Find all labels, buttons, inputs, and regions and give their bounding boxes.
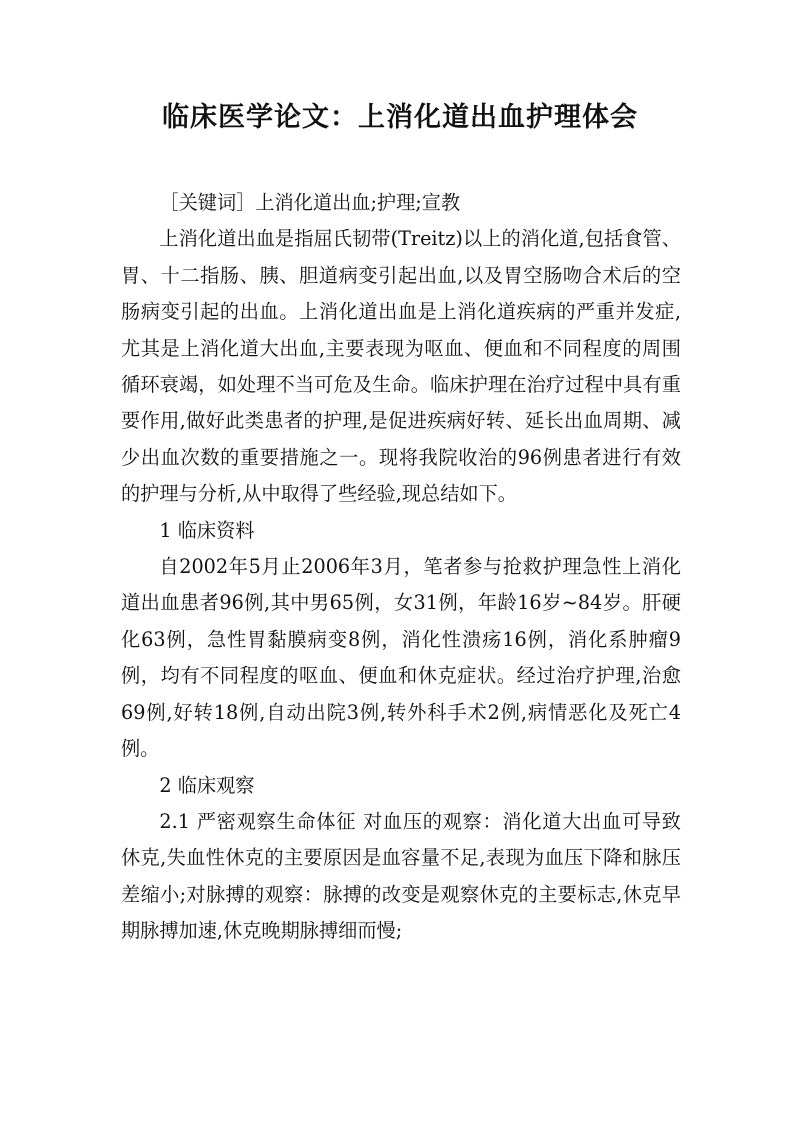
- section-heading-clinical-data: 1 临床资料: [159, 518, 255, 542]
- section-heading-clinical-observation: 2 临床观察: [159, 773, 255, 797]
- document-title: 临床医学论文：上消化道出血护理体会: [162, 102, 638, 133]
- vital-signs-paragraph: 2.1 严密观察生命体征 对血压的观察：消化道大出血可导致休克,失血性休克的主要原因是血容量不足,表现为血压下降和脉压差缩小;对脉搏的观察：脉搏的改变是观察休克的主要标志,休克早期脉搏加速,休克晚期脉搏细而慢;: [121, 809, 681, 943]
- document-body: [121, 185, 681, 950]
- intro-paragraph: 上消化道出血是指屈氏韧带(Treitz)以上的消化道,包括食管、胃、十二指肠、胰、胆道病变引起出血,以及胃空肠吻合术后的空肠病变引起的出血。上消化道出血是上消化道疾病的严重并发症,尤其是上消化道大出血,主要表现为呕血、便血和不同程度的周围循环衰竭，如处理不当可危及生命。临床护理在治疗过程中具有重要作用,做好此类患者的护理,是促进疾病好转、延长出血周期、减少出血次数的重要措施之一。现将我院收治的96例患者进行有效的护理与分析,从中取得了些经验,现总结如下。: [121, 227, 681, 506]
- keywords-paragraph: ［关键词］上消化道出血;护理;宣教: [159, 191, 461, 214]
- clinical-data-paragraph: 自2002年5月止2006年3月，笔者参与抢救护理急性上消化道出血患者96例,其中男65例，女31例，年龄16岁~84岁。肝硬化63例，急性胃黏膜病变8例，消化性溃疡16例，消化系肿瘤9例，均有不同程度的呕血、便血和休克症状。经过治疗护理,治愈69例,好转18例,自动出院3例,转外科手术2例,病情恶化及死亡4例。: [121, 555, 681, 761]
